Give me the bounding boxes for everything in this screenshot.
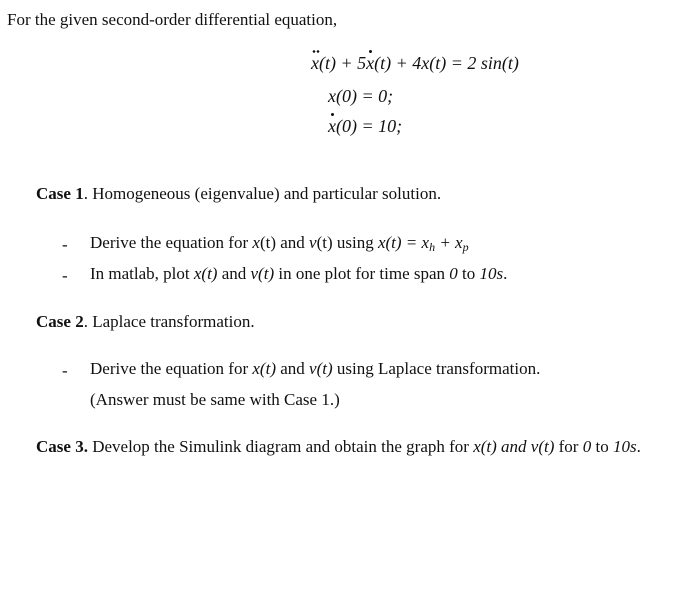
case1-item1-h: h xyxy=(429,240,436,254)
case1-item1-v: v xyxy=(309,233,317,252)
case1-item1-mid: (t) and xyxy=(259,233,310,252)
case3-title xyxy=(36,437,641,457)
case1-item1-plus: + x xyxy=(435,233,463,252)
case2-item1-and: and xyxy=(275,359,310,378)
case1-item2-text: In matlab, plot xyxy=(90,264,194,283)
intro-text: For the given second-order differential equation, xyxy=(7,10,338,29)
case2-item1-x: x(t) xyxy=(252,359,276,378)
case3-label: Case 3. xyxy=(36,437,88,456)
equation-main xyxy=(311,53,519,74)
case1-item2-span: in one plot for time span xyxy=(274,264,450,283)
case2-note: (Answer must be same with Case 1.) xyxy=(90,390,340,409)
bullet-3: - xyxy=(62,361,68,380)
case1-item1-x: x xyxy=(252,233,260,252)
case2-desc: . Laplace transformation. xyxy=(83,312,255,331)
case1-item2-v: v(t) xyxy=(250,264,275,283)
case2-item1-rest: using Laplace transformation. xyxy=(332,359,541,378)
bullet-1: - xyxy=(62,235,68,254)
case3-zero: 0 xyxy=(582,437,592,456)
case1-item1 xyxy=(90,233,469,255)
x-dot-initial: x xyxy=(328,116,336,136)
case3-ten: 10s xyxy=(612,437,637,456)
case1-item2-end: . xyxy=(503,264,508,283)
case3-text: Develop the Simulink diagram and obtain the graph for xyxy=(87,437,474,456)
eq1-part2: (t) + 4x(t) = 2 sin(t) xyxy=(374,53,519,73)
case3-x: x(t) and v(t) xyxy=(473,437,555,456)
case1-item1-p: p xyxy=(462,240,469,254)
case2-item1 xyxy=(90,359,540,379)
case3-for: for xyxy=(554,437,583,456)
case1-item2 xyxy=(90,264,507,284)
case1-title xyxy=(36,184,441,204)
case1-item2-x: x(t) xyxy=(193,264,218,283)
case3-to: to xyxy=(591,437,613,456)
case1-item2-and: and xyxy=(217,264,251,283)
eq3-part: (0) = 10; xyxy=(336,116,403,136)
case1-desc: . Homogeneous (eigenvalue) and particular solution. xyxy=(83,184,442,203)
case1-item1-formula: x(t) = x xyxy=(377,233,430,252)
case2-item1-text: Derive the equation for xyxy=(90,359,253,378)
eq1-part1: (t) + 5 xyxy=(319,53,367,73)
equation-initial-x: x(0) = 0; xyxy=(328,86,394,106)
case2-item1-v: v(t) xyxy=(309,359,333,378)
case1-item2-zero: 0 xyxy=(449,264,458,283)
case2-label: Case 2 xyxy=(36,312,84,331)
equation-initial-v xyxy=(328,116,402,137)
case3-end: . xyxy=(636,437,641,456)
x-double-dot: x xyxy=(311,53,319,73)
case1-item1-text: Derive the equation for xyxy=(90,233,253,252)
x-dot: x xyxy=(366,53,375,73)
bullet-2: - xyxy=(62,266,68,285)
case1-item2-to: to xyxy=(457,264,480,283)
case1-label: Case 1 xyxy=(36,184,84,203)
case1-item2-ten: 10s xyxy=(479,264,504,283)
case2-title xyxy=(36,312,255,332)
case1-item1-using: (t) using xyxy=(316,233,378,252)
